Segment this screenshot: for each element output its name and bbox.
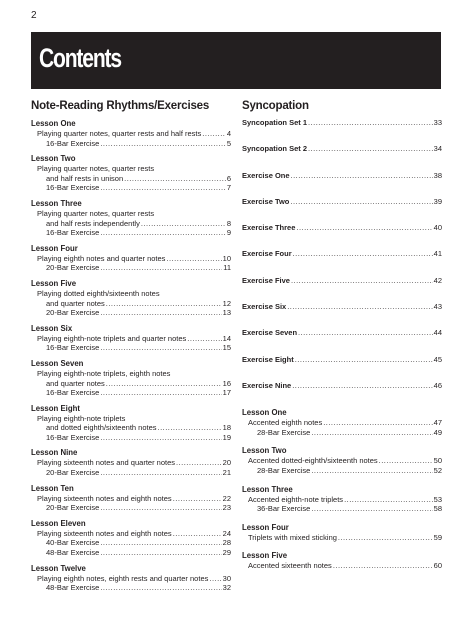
toc-entry[interactable] [242, 328, 442, 354]
syncopation-list [242, 118, 442, 407]
entry-label: 48-Bar Exercise [46, 583, 100, 593]
lesson-title: Lesson Five [31, 278, 77, 288]
lesson-group [31, 358, 231, 398]
entry-page-number: 13 [222, 308, 231, 318]
dot-leader [333, 561, 433, 571]
toc-entry[interactable] [31, 379, 231, 389]
entry-label: and half rests in unison [46, 173, 124, 183]
entry-page-number: 39 [433, 196, 442, 206]
dot-leader [308, 118, 433, 127]
dot-leader [209, 574, 221, 584]
entry-page-number: 59 [433, 532, 442, 542]
entry-label: Syncopation Set 1 [242, 118, 308, 127]
entry-page-number: 21 [222, 468, 231, 478]
toc-entry[interactable] [31, 308, 231, 318]
toc-entry[interactable] [31, 388, 231, 398]
lesson-title: Lesson Four [242, 522, 289, 532]
toc-entry[interactable] [242, 381, 442, 407]
entry-label: Exercise Three [242, 223, 296, 233]
entry-page-number: 19 [222, 432, 231, 442]
entry-page-number: 53 [433, 494, 442, 504]
entry-label: Triplets with mixed sticking [248, 532, 337, 542]
entry-label: Exercise Six [242, 302, 287, 312]
entry-label: and quarter notes [46, 378, 105, 388]
entry-label: Syncopation Set 2 [242, 144, 308, 154]
entry-label: Accented eighth-note triplets [248, 494, 344, 504]
toc-entry[interactable] [242, 504, 442, 514]
dot-leader [323, 418, 432, 428]
dot-leader [100, 538, 221, 548]
entry-label: and dotted eighth/sixteenth notes [46, 423, 157, 433]
entry-label: Accented eighth notes [248, 418, 323, 428]
toc-entry[interactable] [31, 583, 231, 593]
lesson-group [31, 323, 231, 353]
entry-label: 16-Bar Exercise [46, 138, 100, 148]
toc-entry[interactable] [242, 197, 442, 223]
entry-label: and quarter notes [46, 298, 105, 308]
lesson-title: Lesson Nine [31, 448, 78, 458]
entry-label: Exercise One [242, 170, 290, 180]
dot-leader [379, 456, 433, 466]
dot-leader [100, 433, 221, 443]
dot-leader [100, 468, 221, 478]
lesson-title: Lesson One [242, 408, 287, 418]
entry-label: 36-Bar Exercise [257, 504, 311, 514]
entry-label: 48-Bar Exercise [46, 548, 100, 558]
entry-label: 16-Bar Exercise [46, 432, 100, 442]
entry-page-number: 50 [433, 456, 442, 466]
dot-leader [100, 343, 221, 353]
toc-entry[interactable] [242, 533, 442, 543]
dot-leader [100, 548, 221, 558]
entry-label: 20-Bar Exercise [46, 308, 100, 318]
entry-page-number: 18 [222, 423, 231, 433]
dot-leader [291, 276, 433, 285]
entry-label: Playing dotted eighth/sixteenth notes [37, 288, 160, 298]
entry-label: 20-Bar Exercise [46, 503, 100, 513]
dot-leader [290, 197, 432, 206]
toc-entry[interactable] [31, 183, 231, 193]
lesson-title: Lesson Three [242, 484, 293, 494]
dot-leader [187, 334, 221, 344]
lesson-title: Lesson Four [31, 243, 78, 253]
toc-entry[interactable] [242, 466, 442, 476]
dot-leader [311, 504, 432, 514]
entry-page-number: 14 [222, 333, 231, 343]
entry-page-number: 10 [222, 253, 231, 263]
lesson-group [31, 153, 231, 193]
toc-entry[interactable] [242, 223, 442, 249]
entry-label: Playing quarter notes, quarter rests and half rests [37, 129, 202, 138]
lesson-title: Lesson Two [31, 154, 76, 164]
lesson-title: Lesson Two [242, 446, 287, 456]
dot-leader [100, 183, 225, 193]
toc-entry[interactable] [31, 529, 231, 539]
entry-label: Accented sixteenth notes [248, 561, 332, 571]
dot-leader [344, 495, 433, 505]
section-heading-syncopation: Syncopation [242, 100, 309, 112]
dot-leader [296, 223, 432, 232]
entry-page-number: 42 [433, 275, 442, 285]
dot-leader [100, 263, 222, 273]
toc-entry[interactable] [31, 139, 231, 149]
entry-label: Exercise Eight [242, 354, 294, 364]
toc-entry[interactable] [31, 503, 231, 513]
entry-label: 20-Bar Exercise [46, 468, 100, 478]
toc-entry[interactable] [31, 299, 231, 309]
lesson-title: Lesson Twelve [31, 563, 86, 573]
entry-page-number: 11 [223, 263, 231, 273]
toc-entry[interactable] [31, 574, 231, 584]
lesson-title: Lesson Ten [31, 483, 74, 493]
toc-entry[interactable] [31, 254, 231, 264]
entry-label: Playing eighth-note triplets and quarter notes [37, 333, 187, 343]
toc-entry[interactable] [31, 334, 231, 344]
dot-leader [166, 254, 221, 264]
lesson-group [31, 403, 231, 443]
page-title: Contents [39, 43, 121, 73]
entry-page-number: 33 [433, 118, 442, 127]
lesson-title: Lesson Seven [31, 358, 84, 368]
entry-page-number: 8 [226, 218, 231, 228]
toc-entry[interactable] [242, 418, 442, 428]
entry-page-number: 5 [226, 138, 231, 148]
entry-label: Exercise Four [242, 249, 292, 259]
entry-label: Playing eighth-note triplets [37, 413, 126, 423]
entry-page-number: 20 [222, 458, 231, 468]
toc-entry[interactable] [31, 538, 231, 548]
entry-page-number: 38 [433, 170, 442, 180]
lesson-group [31, 118, 231, 148]
entry-page-number: 60 [433, 561, 442, 571]
toc-entry[interactable] [31, 174, 231, 184]
dot-leader [100, 388, 221, 398]
entry-page-number: 40 [433, 223, 442, 233]
entry-label: 16-Bar Exercise [46, 183, 100, 193]
entry-label: Playing eighth-note triplets, eighth notes [37, 368, 171, 378]
entry-page-number: 45 [433, 354, 442, 364]
toc-entry[interactable] [31, 343, 231, 353]
toc-entry[interactable] [31, 548, 231, 558]
entry-label: 20-Bar Exercise [46, 263, 100, 273]
toc-entry[interactable] [31, 468, 231, 478]
right-column [242, 100, 442, 579]
entry-label: Playing quarter notes, quarter rests [37, 208, 155, 218]
toc-entry[interactable] [242, 428, 442, 438]
lesson-group [242, 407, 442, 437]
dot-leader [100, 228, 225, 238]
lesson-title: Lesson One [31, 119, 76, 128]
entry-page-number: 9 [226, 228, 231, 238]
lesson-group [242, 484, 442, 514]
entry-label: 40-Bar Exercise [46, 538, 100, 548]
dot-leader [295, 355, 433, 364]
dot-leader [158, 423, 222, 433]
lesson-title: Lesson Three [31, 198, 82, 208]
dot-leader [141, 219, 226, 229]
entry-page-number: 34 [433, 144, 442, 154]
entry-label: 16-Bar Exercise [46, 388, 100, 398]
dot-leader [311, 466, 432, 476]
lesson-group [242, 550, 442, 571]
dot-leader [292, 381, 432, 390]
entry-page-number: 52 [433, 466, 442, 476]
entry-page-number: 44 [433, 328, 442, 338]
dot-leader [291, 171, 433, 180]
toc-entry[interactable] [31, 494, 231, 504]
page-number: 2 [31, 10, 37, 21]
lesson-group [31, 243, 231, 273]
entry-page-number: 46 [433, 380, 442, 390]
entry-page-number: 41 [433, 249, 442, 259]
entry-page-number: 7 [226, 183, 231, 193]
entry-label: Playing eighth notes and quarter notes [37, 253, 166, 263]
lesson-group [31, 447, 231, 477]
dot-leader [338, 533, 433, 543]
lesson-title: Lesson Six [31, 323, 73, 333]
dot-leader [202, 129, 226, 139]
lesson-group [31, 563, 231, 593]
toc-entry[interactable] [242, 495, 442, 505]
toc-entry[interactable] [242, 456, 442, 466]
dot-leader [287, 302, 432, 311]
entry-page-number: 29 [222, 548, 231, 558]
lesson-title: Lesson Eleven [31, 518, 86, 528]
toc-entry[interactable] [31, 228, 231, 238]
dot-leader [100, 139, 225, 149]
toc-entry[interactable] [31, 458, 231, 468]
toc-entry[interactable] [242, 171, 442, 197]
dot-leader [293, 249, 433, 258]
entry-page-number: 24 [222, 528, 231, 538]
entry-page-number: 30 [222, 573, 231, 583]
lesson-group [31, 483, 231, 513]
entry-page-number: 22 [222, 493, 231, 503]
entry-page-number: 6 [226, 173, 231, 183]
entry-page-number: 4 [226, 129, 231, 138]
entry-label: Exercise Two [242, 196, 290, 206]
toc-entry[interactable] [31, 423, 231, 433]
dot-leader [124, 174, 226, 184]
dot-leader [106, 299, 222, 309]
dot-leader [173, 529, 222, 539]
left-column [31, 100, 231, 598]
entry-page-number: 49 [433, 427, 442, 437]
left-lesson-list [31, 118, 231, 593]
entry-page-number: 15 [222, 343, 231, 353]
entry-label: Playing sixteenth notes and eighth notes [37, 493, 172, 503]
entry-page-number: 43 [433, 302, 442, 312]
toc-entry[interactable] [242, 302, 442, 328]
toc-entry[interactable] [242, 249, 442, 275]
lesson-group [31, 278, 231, 318]
dot-leader [311, 428, 432, 438]
entry-label: 28-Bar Exercise [257, 427, 311, 437]
toc-entry[interactable] [31, 219, 231, 229]
dot-leader [100, 308, 221, 318]
toc-entry[interactable] [31, 433, 231, 443]
entry-label: and half rests independently [46, 218, 140, 228]
entry-label: Playing sixteenth notes and eighth notes [37, 528, 172, 538]
dot-leader [176, 458, 222, 468]
title-banner [31, 32, 441, 89]
lesson-group [31, 518, 231, 558]
toc-entry[interactable] [31, 263, 231, 273]
entry-page-number: 17 [222, 388, 231, 398]
lesson-title: Lesson Eight [31, 403, 80, 413]
right-lesson-list [242, 407, 442, 571]
toc-entry[interactable] [242, 355, 442, 381]
dot-leader [298, 328, 433, 337]
entry-label: Playing quarter notes, quarter rests [37, 164, 155, 174]
entry-label: Exercise Nine [242, 380, 292, 390]
entry-label: Playing sixteenth notes and quarter notes [37, 458, 176, 468]
dot-leader [100, 503, 221, 513]
toc-entry[interactable] [242, 276, 442, 302]
entry-page-number: 32 [222, 583, 231, 593]
toc-entry[interactable] [242, 561, 442, 571]
lesson-group [242, 445, 442, 475]
section-heading-note-reading: Note-Reading Rhythms/Exercises [31, 100, 210, 112]
lesson-title: Lesson Five [242, 551, 288, 561]
toc-entry[interactable] [242, 144, 442, 170]
entry-label: Accented dotted-eighth/sixteenth notes [248, 456, 378, 466]
entry-label: 16-Bar Exercise [46, 343, 100, 353]
entry-label: Exercise Seven [242, 328, 298, 338]
entry-label: 16-Bar Exercise [46, 228, 100, 238]
entry-page-number: 23 [222, 503, 231, 513]
entry-page-number: 12 [222, 298, 231, 308]
dot-leader [100, 583, 221, 593]
toc-entry[interactable] [242, 118, 442, 144]
dot-leader [106, 379, 222, 389]
lesson-group [31, 198, 231, 238]
entry-label: Exercise Five [242, 275, 290, 285]
entry-page-number: 58 [433, 504, 442, 514]
entry-page-number: 47 [433, 418, 442, 428]
entry-label: Playing eighth notes, eighth rests and quarter notes [37, 573, 209, 583]
entry-label: 28-Bar Exercise [257, 466, 311, 476]
dot-leader [173, 494, 222, 504]
dot-leader [308, 144, 433, 153]
toc-entry[interactable] [31, 129, 231, 139]
lesson-group [242, 522, 442, 543]
entry-page-number: 28 [222, 538, 231, 548]
entry-page-number: 16 [222, 378, 231, 388]
